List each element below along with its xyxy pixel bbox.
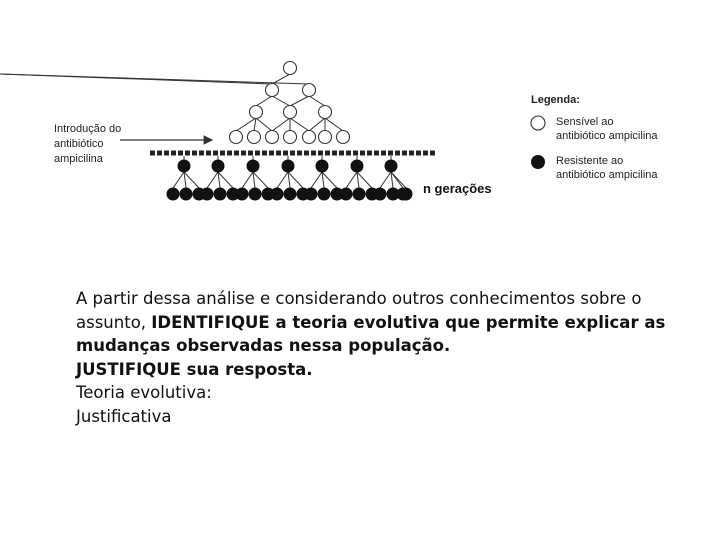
intro-label-line-2: antibiótico xyxy=(54,138,104,150)
sensitive-individual xyxy=(266,84,279,97)
lineage-line xyxy=(254,118,256,131)
legend-resistant-line-2: antibiótico ampicilina xyxy=(556,169,658,181)
legend-resistant-symbol xyxy=(531,155,545,169)
sensitive-individual xyxy=(284,106,297,119)
lineage-line xyxy=(322,172,337,188)
resistant-descendant xyxy=(353,188,366,201)
legend-sensitive-line-1: Sensível ao xyxy=(556,116,614,128)
question-instruction: IDENTIFIQUE a teoria evolutiva que permite explicar as mudanças observadas nessa população. xyxy=(76,312,666,355)
resistant-descendant xyxy=(271,188,284,201)
question-intro: A partir dessa análise e considerando outros conhecimentos sobre o assunto, xyxy=(76,289,642,332)
sensitive-individual xyxy=(319,131,332,144)
legend-resistant-line-1: Resistente ao xyxy=(556,155,624,167)
legend-title: Legenda: xyxy=(531,94,580,106)
lineage-line xyxy=(173,172,184,188)
resistant-individual xyxy=(282,160,295,173)
lineage-line xyxy=(256,96,272,106)
resistant-descendant xyxy=(236,188,249,201)
resistant-descendant xyxy=(397,188,410,201)
lineage-line xyxy=(184,172,199,188)
lineage-line xyxy=(272,118,290,131)
resistant-individual xyxy=(212,160,225,173)
generations-label: n gerações xyxy=(423,181,492,196)
lineage-line xyxy=(207,172,218,188)
lineage-line xyxy=(346,172,357,188)
intro-label-line-3: ampicilina xyxy=(54,153,103,165)
resistant-descendant xyxy=(214,188,227,201)
justification-line: Justificativa xyxy=(76,406,172,426)
resistant-descendant xyxy=(305,188,318,201)
sensitive-individual xyxy=(266,131,279,144)
resistant-individual xyxy=(178,160,191,173)
resistant-descendant xyxy=(167,188,180,201)
resistant-individual xyxy=(351,160,364,173)
lineage-line xyxy=(253,172,268,188)
lineage-line xyxy=(256,118,272,131)
lineage-line xyxy=(311,172,322,188)
lineage-line xyxy=(277,172,288,188)
sensitive-individual xyxy=(230,131,243,144)
resistant-descendant xyxy=(374,188,387,201)
population-diagram xyxy=(0,0,728,260)
lineage-line xyxy=(325,118,343,131)
legend-sensitive-line-2: antibiótico ampicilina xyxy=(556,130,658,142)
lineage-line xyxy=(272,96,290,106)
lineage-line xyxy=(218,172,233,188)
resistant-descendant xyxy=(284,188,297,201)
question-justify: JUSTIFIQUE sua resposta. xyxy=(76,359,313,379)
resistant-descendant xyxy=(318,188,331,201)
sensitive-individual xyxy=(303,84,316,97)
lineage-line xyxy=(309,96,325,106)
question-prompt xyxy=(76,287,716,358)
lineage-line xyxy=(0,74,309,84)
lineage-line xyxy=(380,172,391,188)
lineage-line xyxy=(290,96,309,106)
theory-line: Teoria evolutiva: xyxy=(76,383,212,402)
resistant-descendant xyxy=(201,188,214,201)
lineage-line xyxy=(236,118,256,131)
individuals xyxy=(167,62,413,201)
resistant-individual xyxy=(316,160,329,173)
resistant-descendant xyxy=(249,188,262,201)
sensitive-individual xyxy=(284,131,297,144)
sensitive-individual xyxy=(303,131,316,144)
question-text xyxy=(76,287,716,428)
lineage-line xyxy=(290,118,309,131)
sensitive-individual xyxy=(337,131,350,144)
sensitive-individual xyxy=(284,62,297,75)
sensitive-individual xyxy=(250,106,263,119)
lineage-line xyxy=(309,118,325,131)
resistant-individual xyxy=(247,160,260,173)
legend-sensitive-symbol xyxy=(531,116,545,130)
resistant-individual xyxy=(385,160,398,173)
lineage-line xyxy=(357,172,372,188)
lineage-line xyxy=(242,172,253,188)
intro-label-line-1: Introdução do xyxy=(54,123,122,135)
lineage-line xyxy=(288,172,303,188)
resistant-descendant xyxy=(180,188,193,201)
sensitive-individual xyxy=(248,131,261,144)
sensitive-individual xyxy=(319,106,332,119)
resistant-descendant xyxy=(340,188,353,201)
legend xyxy=(531,94,658,181)
